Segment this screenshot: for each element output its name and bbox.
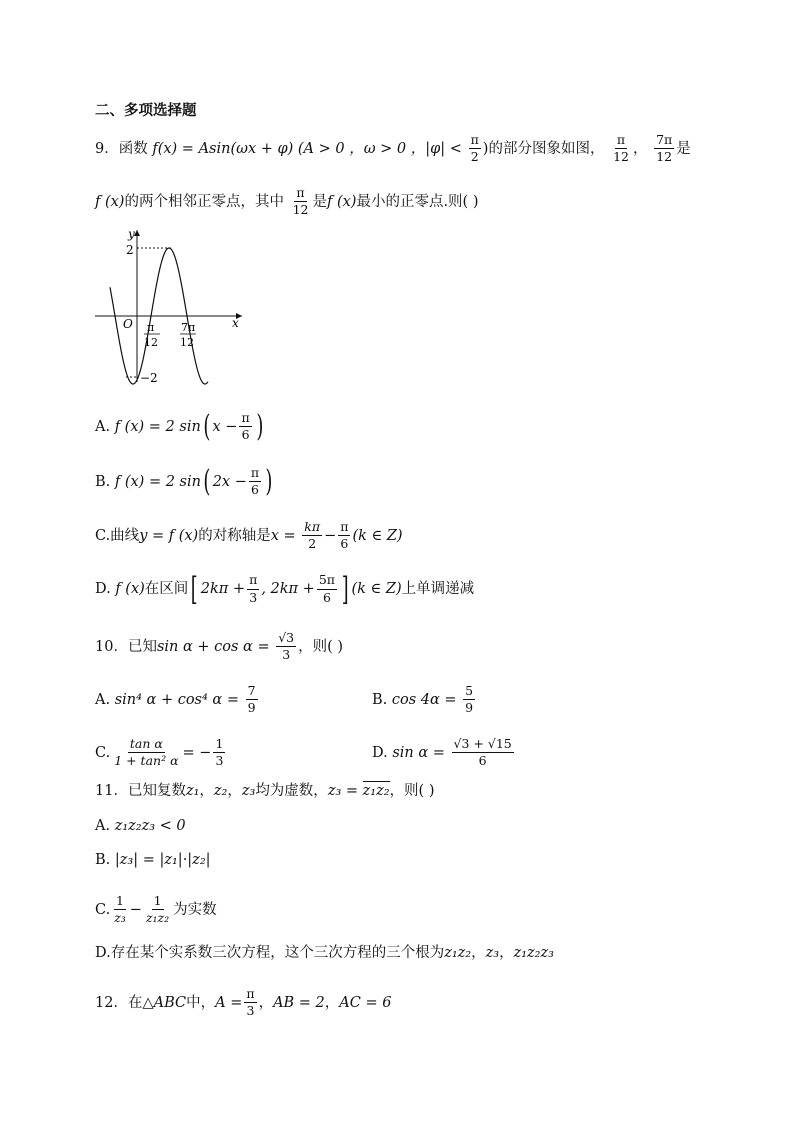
y-axis-label: y bbox=[128, 227, 135, 241]
tick2-den: 12 bbox=[180, 336, 194, 349]
q10-stem: 10．已知sin α + cos α = $\frac{√3}{3}$ ，则( ) bbox=[95, 630, 344, 663]
q9-stem-line2: f (x)的两个相邻正零点，其中 $\frac{\pi}{12}$ 是f (x)最小的正零点.则( ) bbox=[95, 185, 479, 218]
q9-option-b: B. f (x) = 2 sin( 2x − $\frac{\pi}{6}$ ) bbox=[95, 463, 273, 499]
q9-option-a: A. f (x) = 2 sin( x − $\frac{\pi}{6}$ ) bbox=[95, 408, 264, 444]
q10-option-c: C. $\frac{\text{tan α}}{\text{1 + tan² α}}$ = − $\frac{1}{3}$ bbox=[95, 736, 224, 769]
q11-option-b: B. |z₃| = |z₁|·|z₂| bbox=[95, 852, 211, 868]
q10-option-a: A. sin⁴ α + cos⁴ α = $\frac{7}{9}$ bbox=[95, 683, 256, 716]
q9-stem-pre: 函数 bbox=[118, 140, 148, 157]
q9-zero1: $\frac{\pi}{12}$ bbox=[613, 132, 629, 165]
q11-option-c: C. $\frac{1}{\text{z₃}}$ − $\frac{1}{\text{z₁z₂}}$ 为实数 bbox=[95, 893, 217, 926]
tick1-num: π bbox=[147, 321, 155, 334]
q10-option-d: D. sin α = $\frac{√3 + √15}{6}$ bbox=[372, 736, 512, 769]
section-title: 二、多项选择题 bbox=[95, 103, 197, 119]
q9-min-zero: $\frac{\pi}{12}$ bbox=[292, 185, 309, 218]
q11-stem: 11．已知复数z₁，z₂，z₃均为虚数，z₃ = z₁z₂，则( ) bbox=[95, 783, 435, 799]
q9-function: f(x) = Asin(ωx + φ) (A > 0 ，ω > 0 ，|φ| < bbox=[152, 140, 462, 157]
conjugate-z1z2: z₁z₂ bbox=[362, 783, 390, 799]
q9-number: 9． bbox=[95, 140, 119, 157]
q9-zero2: $\frac{7\pi}{12}$ bbox=[656, 132, 673, 165]
q11-option-a: A. z₁z₂z₃ < 0 bbox=[95, 818, 186, 834]
x-axis-label: x bbox=[232, 316, 239, 330]
q9-option-c: C.曲线y = f (x)的对称轴是x = $\frac{k\pi}{2}$ − $\frac{\pi}{6}$ (k ∈ Z) bbox=[95, 519, 403, 552]
q9-stem-line1: 9．函数 f(x) = Asin(ωx + φ) (A > 0 ，ω > 0 ，|φ| < $\frac{\pi}{2}$ )的部分图象如图， $\frac{\pi}{12}$ ， $\frac{7\pi}{12}$ 是 bbox=[95, 132, 691, 165]
q12-stem: 12．在△ABC中，A = $\frac{\pi}{3}$ ，AB = 2，AC = 6 bbox=[95, 986, 392, 1019]
min-label: −2 bbox=[140, 371, 158, 385]
q9-phi-bound: $\frac{\pi}{2}$ bbox=[470, 132, 479, 165]
q9-sine-graph bbox=[90, 222, 250, 392]
origin-label: O bbox=[123, 317, 133, 331]
q9-option-d: D. f (x)在区间[ 2kπ + $\frac{\pi}{3}$ , 2kπ + $\frac{5\pi}{6}$ ] (k ∈ Z)上单调递减 bbox=[95, 570, 475, 608]
q10-option-b: B. cos 4α = $\frac{5}{9}$ bbox=[372, 683, 474, 716]
q11-option-d: D.存在某个实系数三次方程，这个三次方程的三个根为z₁z₂，z₃，z₁z₂z₃ bbox=[95, 945, 554, 961]
tick2-num: 7π bbox=[181, 321, 196, 334]
q9-stem-mid: 的部分图象如图， bbox=[488, 140, 605, 157]
tick1-den: 12 bbox=[144, 336, 158, 349]
max-label: 2 bbox=[126, 243, 134, 257]
